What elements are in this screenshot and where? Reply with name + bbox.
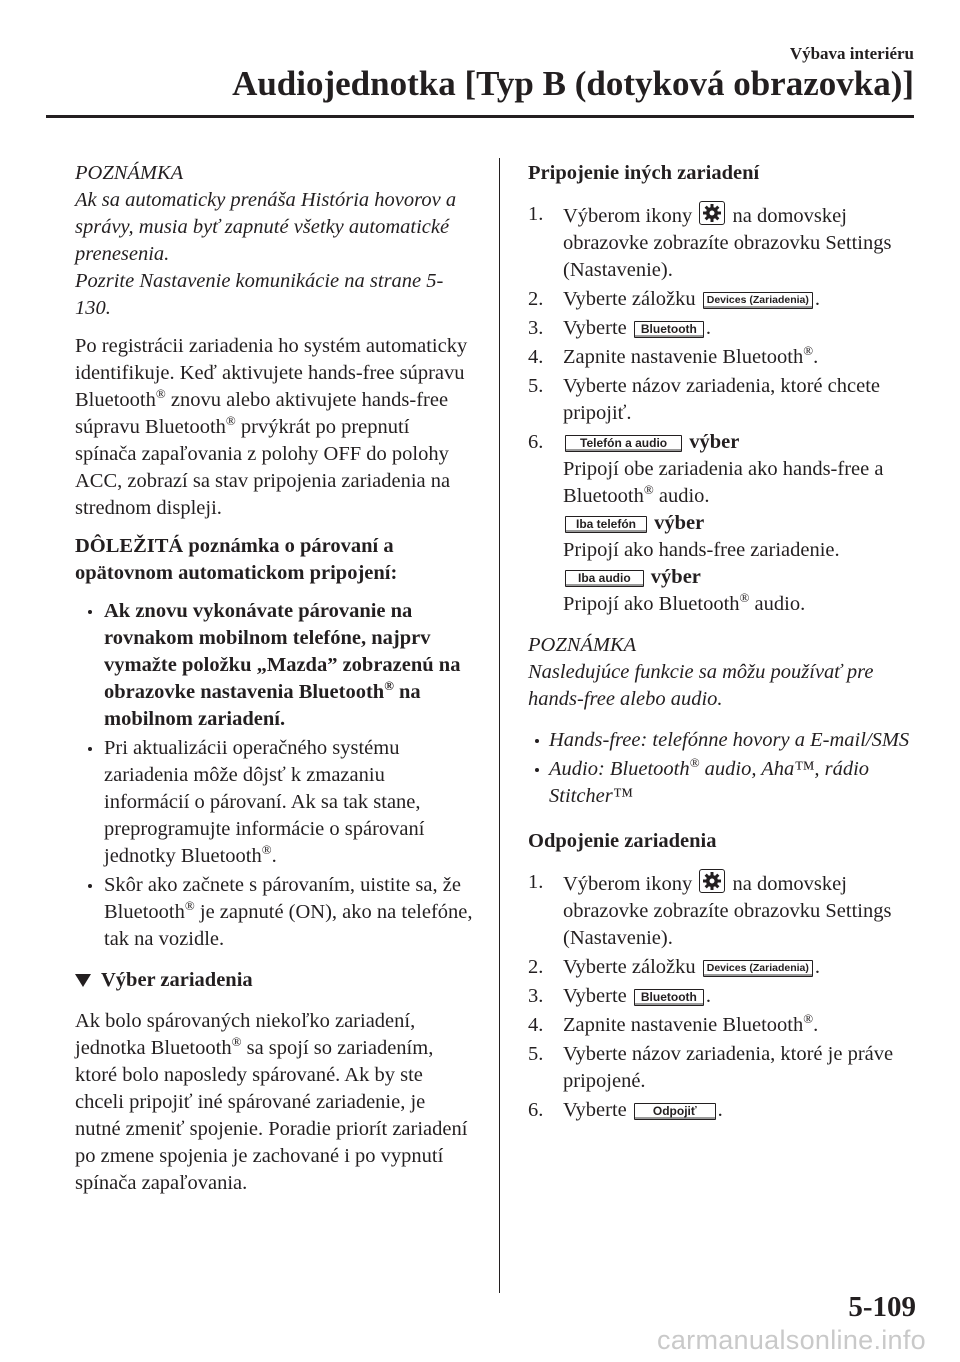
- note-title: POZNÁMKA: [528, 634, 637, 656]
- page-title: Audiojednotka [Typ B (dotyková obrazovka)]: [232, 64, 914, 103]
- step-item: 1. Výberom ikony na domovskej obrazovke zobrazíte obrazovku Settings (Nastavenie).: [528, 871, 892, 949]
- registered-mark: ®: [231, 1034, 242, 1050]
- settings-gear-icon[interactable]: [699, 869, 725, 893]
- device-selection-paragraph: Ak bolo spárovaných niekoľko zariadení, jednotka Bluetooth® sa spojí so zariadením, ktoré bolo naposledy spárované. Ak by ste chceli pripojiť iné spárované zariadenie, je nutné zmeniť spojenie. Poradie priorít zariadení po zmene spojenia je zachované i po vypnutí spínača zapaľovania.: [75, 1010, 468, 1194]
- step-item: 5. Vyberte názov zariadenia, ktoré je práve pripojené.: [528, 1043, 894, 1092]
- list-item: Skôr ako začnete s párovaním, uistite sa, že Bluetooth® je zapnuté (ON), ako na telefóne, tak na vozidle.: [75, 872, 475, 953]
- step-item: 2. Vyberte záložku Devices (Zariadenia) .: [528, 288, 821, 310]
- connect-heading: Pripojenie iných zariadení: [528, 162, 760, 184]
- option-description: Pripojí obe zariadenia ako hands-free a Bluetooth® audio.: [563, 458, 884, 507]
- registered-mark: ®: [803, 1011, 814, 1027]
- step-item: 1. Výberom ikony na domovskej obrazovke zobrazíte obrazovku Settings (Nastavenie).: [528, 203, 892, 281]
- step-item: 3. Vyberte Bluetooth .: [528, 985, 712, 1007]
- list-item: Audio: Bluetooth® audio, Aha™, rádio Stitcher™: [528, 756, 918, 810]
- registered-mark: ®: [155, 386, 166, 402]
- disconnect-steps: [528, 869, 918, 1124]
- step-item: 6. Telefón a audio výber Pripojí obe zariadenia ako hands-free a Bluetooth® audio. Iba telefón výber Pripojí ako hands-free zariadenie. Iba audio výber Pripojí ako Bluetooth® audio.: [528, 429, 918, 618]
- option-row: Iba audio výber: [563, 564, 918, 591]
- important-heading: DÔLEŽITÁ poznámka o párovaní a opätovnom automatickom pripojení:: [75, 535, 398, 584]
- header-section: Výbava interiéru: [789, 44, 914, 63]
- option-description: Pripojí ako hands-free zariadenie.: [563, 539, 840, 561]
- option-row: Iba telefón výber: [563, 510, 918, 537]
- right-column: [528, 160, 918, 1136]
- registered-mark: ®: [739, 590, 750, 606]
- settings-gear-icon[interactable]: [699, 201, 725, 225]
- devices-tab-button[interactable]: Devices (Zariadenia): [703, 960, 813, 977]
- devices-tab-button[interactable]: Devices (Zariadenia): [703, 292, 813, 309]
- note-text: Nasledujúce funkcie sa môžu používať pre hands-free alebo audio.: [528, 661, 874, 710]
- note-title: POZNÁMKA: [75, 162, 184, 184]
- disconnect-button[interactable]: Odpojiť: [634, 1103, 716, 1120]
- option-description: Pripojí ako Bluetooth® audio.: [563, 590, 806, 615]
- step-item: 4. Zapnite nastavenie Bluetooth®.: [528, 343, 819, 368]
- note-list: [528, 727, 918, 810]
- registered-mark: ®: [689, 755, 700, 771]
- list-item: Pri aktualizácii operačného systému zariadenia môže dôjsť k zmazaniu informácií o párovaní. Ak sa tak stane, preprogramujte informácie o spárovaní jednotky Bluetooth®.: [75, 735, 475, 870]
- watermark: carmanualsonline.info: [657, 1325, 926, 1355]
- registered-mark: ®: [384, 678, 394, 694]
- step-item: 5. Vyberte názov zariadenia, ktoré chcete pripojiť.: [528, 375, 880, 424]
- note-text: Ak sa automaticky prenáša História hovorov a správy, musia byť zapnuté všetky automatické prenesenia.: [75, 189, 457, 265]
- left-column: [75, 160, 475, 1208]
- page-number: 5-109: [848, 1291, 916, 1323]
- note-block: [75, 160, 475, 322]
- important-list: [75, 598, 475, 953]
- step-item: 6. Vyberte Odpojiť .: [528, 1099, 723, 1121]
- connect-steps: [528, 201, 918, 618]
- note-reference: Pozrite Nastavenie komunikácie na strane 5-130.: [75, 270, 444, 319]
- registered-mark: ®: [184, 898, 195, 914]
- registered-mark: ®: [261, 842, 272, 858]
- bluetooth-button[interactable]: Bluetooth: [634, 321, 704, 338]
- audio-only-button[interactable]: Iba audio: [565, 570, 644, 587]
- header-rule: [46, 115, 914, 118]
- column-divider: [499, 158, 500, 1293]
- section-heading: Výber zariadenia: [75, 967, 475, 994]
- step-item: 3. Vyberte Bluetooth .: [528, 317, 712, 339]
- phone-only-button[interactable]: Iba telefón: [565, 516, 647, 533]
- disconnect-heading: Odpojenie zariadenia: [528, 830, 717, 852]
- triangle-down-icon: [75, 974, 91, 987]
- bluetooth-button[interactable]: Bluetooth: [634, 989, 704, 1006]
- registration-paragraph: Po registrácii zariadenia ho systém automaticky identifikuje. Keď aktivujete hands-free súpravu Bluetooth® znovu alebo aktivujete hands-free súpravu Bluetooth® prvýkrát po prepnutí spínača zapaľovania z polohy OFF do polohy ACC, zobrazí sa stav pripojenia zariadenia na strednom displeji.: [75, 335, 468, 519]
- list-item: Ak znovu vykonávate párovanie na rovnakom mobilnom telefóne, najprv vymažte položku „Mazda” zobrazenú na obrazovke nastavenia Bluetooth® na mobilnom zariadení.: [75, 598, 475, 733]
- list-item: Hands-free: telefónne hovory a E-mail/SMS: [528, 727, 918, 754]
- phone-and-audio-button[interactable]: Telefón a audio: [565, 435, 682, 452]
- note-block: [528, 632, 918, 810]
- registered-mark: ®: [643, 482, 654, 498]
- step-item: 2. Vyberte záložku Devices (Zariadenia) .: [528, 956, 821, 978]
- step-item: 4. Zapnite nastavenie Bluetooth®.: [528, 1011, 819, 1036]
- registered-mark: ®: [225, 413, 236, 429]
- registered-mark: ®: [803, 343, 814, 359]
